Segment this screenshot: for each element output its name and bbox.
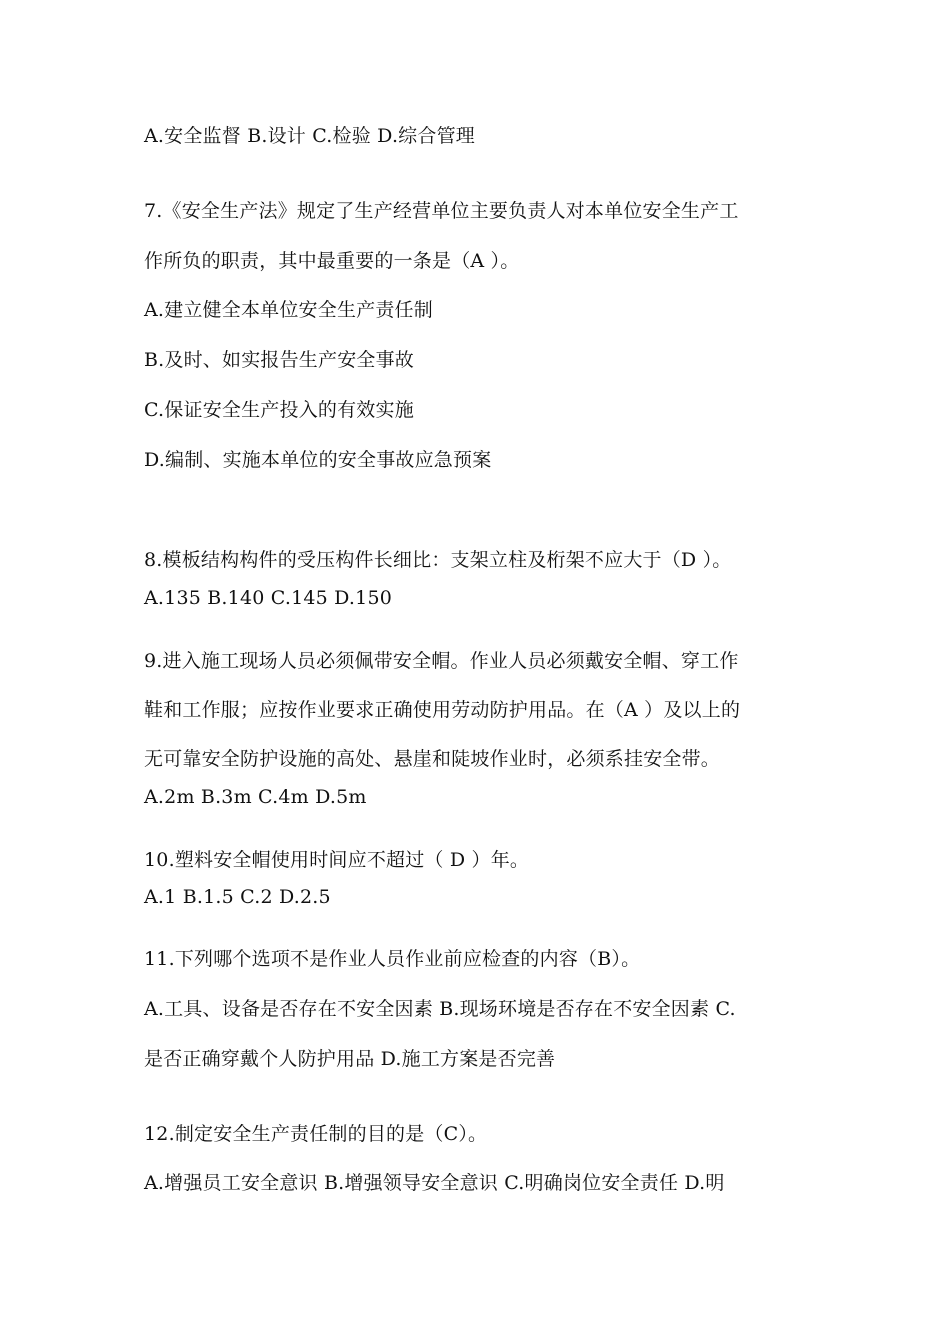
q6-options: A.安全监督 B.设计 C.检验 D.综合管理 xyxy=(144,125,475,147)
q11-options-line-1: A.工具、设备是否存在不安全因素 B.现场环境是否存在不安全因素 C. xyxy=(144,998,736,1020)
q8-options: A.135 B.140 C.145 D.150 xyxy=(144,587,393,609)
q12-options-line-1: A.增强员工安全意识 B.增强领导安全意识 C.明确岗位安全责任 D.明 xyxy=(144,1172,725,1194)
q7-option-c: C.保证安全生产投入的有效实施 xyxy=(144,399,414,421)
q10-question: 10.塑料安全帽使用时间应不超过（ D ）年。 xyxy=(144,849,530,871)
q7-option-b: B.及时、如实报告生产安全事故 xyxy=(144,349,415,371)
q9-question-line-1: 9.进入施工现场人员必须佩带安全帽。作业人员必须戴安全帽、穿工作 xyxy=(144,650,739,672)
q7-question-line-2: 作所负的职责，其中最重要的一条是（A ）。 xyxy=(144,250,520,272)
q8-question: 8.模板结构构件的受压构件长细比：支架立柱及桁架不应大于（D ）。 xyxy=(144,549,732,571)
q11-question: 11.下列哪个选项不是作业人员作业前应检查的内容（B）。 xyxy=(144,948,641,970)
q9-question-line-2: 鞋和工作服；应按作业要求正确使用劳动防护用品。在（A ）及以上的 xyxy=(144,699,741,721)
q7-option-d: D.编制、实施本单位的安全事故应急预案 xyxy=(144,449,492,471)
q7-option-a: A.建立健全本单位安全生产责任制 xyxy=(144,299,433,321)
q9-question-line-3: 无可靠安全防护设施的高处、悬崖和陡坡作业时，必须系挂安全带。 xyxy=(144,748,721,770)
q9-options: A.2m B.3m C.4m D.5m xyxy=(144,786,367,808)
q7-question-line-1: 7.《安全生产法》规定了生产经营单位主要负责人对本单位安全生产工 xyxy=(144,200,739,222)
q10-options: A.1 B.1.5 C.2 D.2.5 xyxy=(144,886,331,908)
q12-question: 12.制定安全生产责任制的目的是（C）。 xyxy=(144,1123,488,1145)
q11-options-line-2: 是否正确穿戴个人防护用品 D.施工方案是否完善 xyxy=(144,1048,556,1070)
